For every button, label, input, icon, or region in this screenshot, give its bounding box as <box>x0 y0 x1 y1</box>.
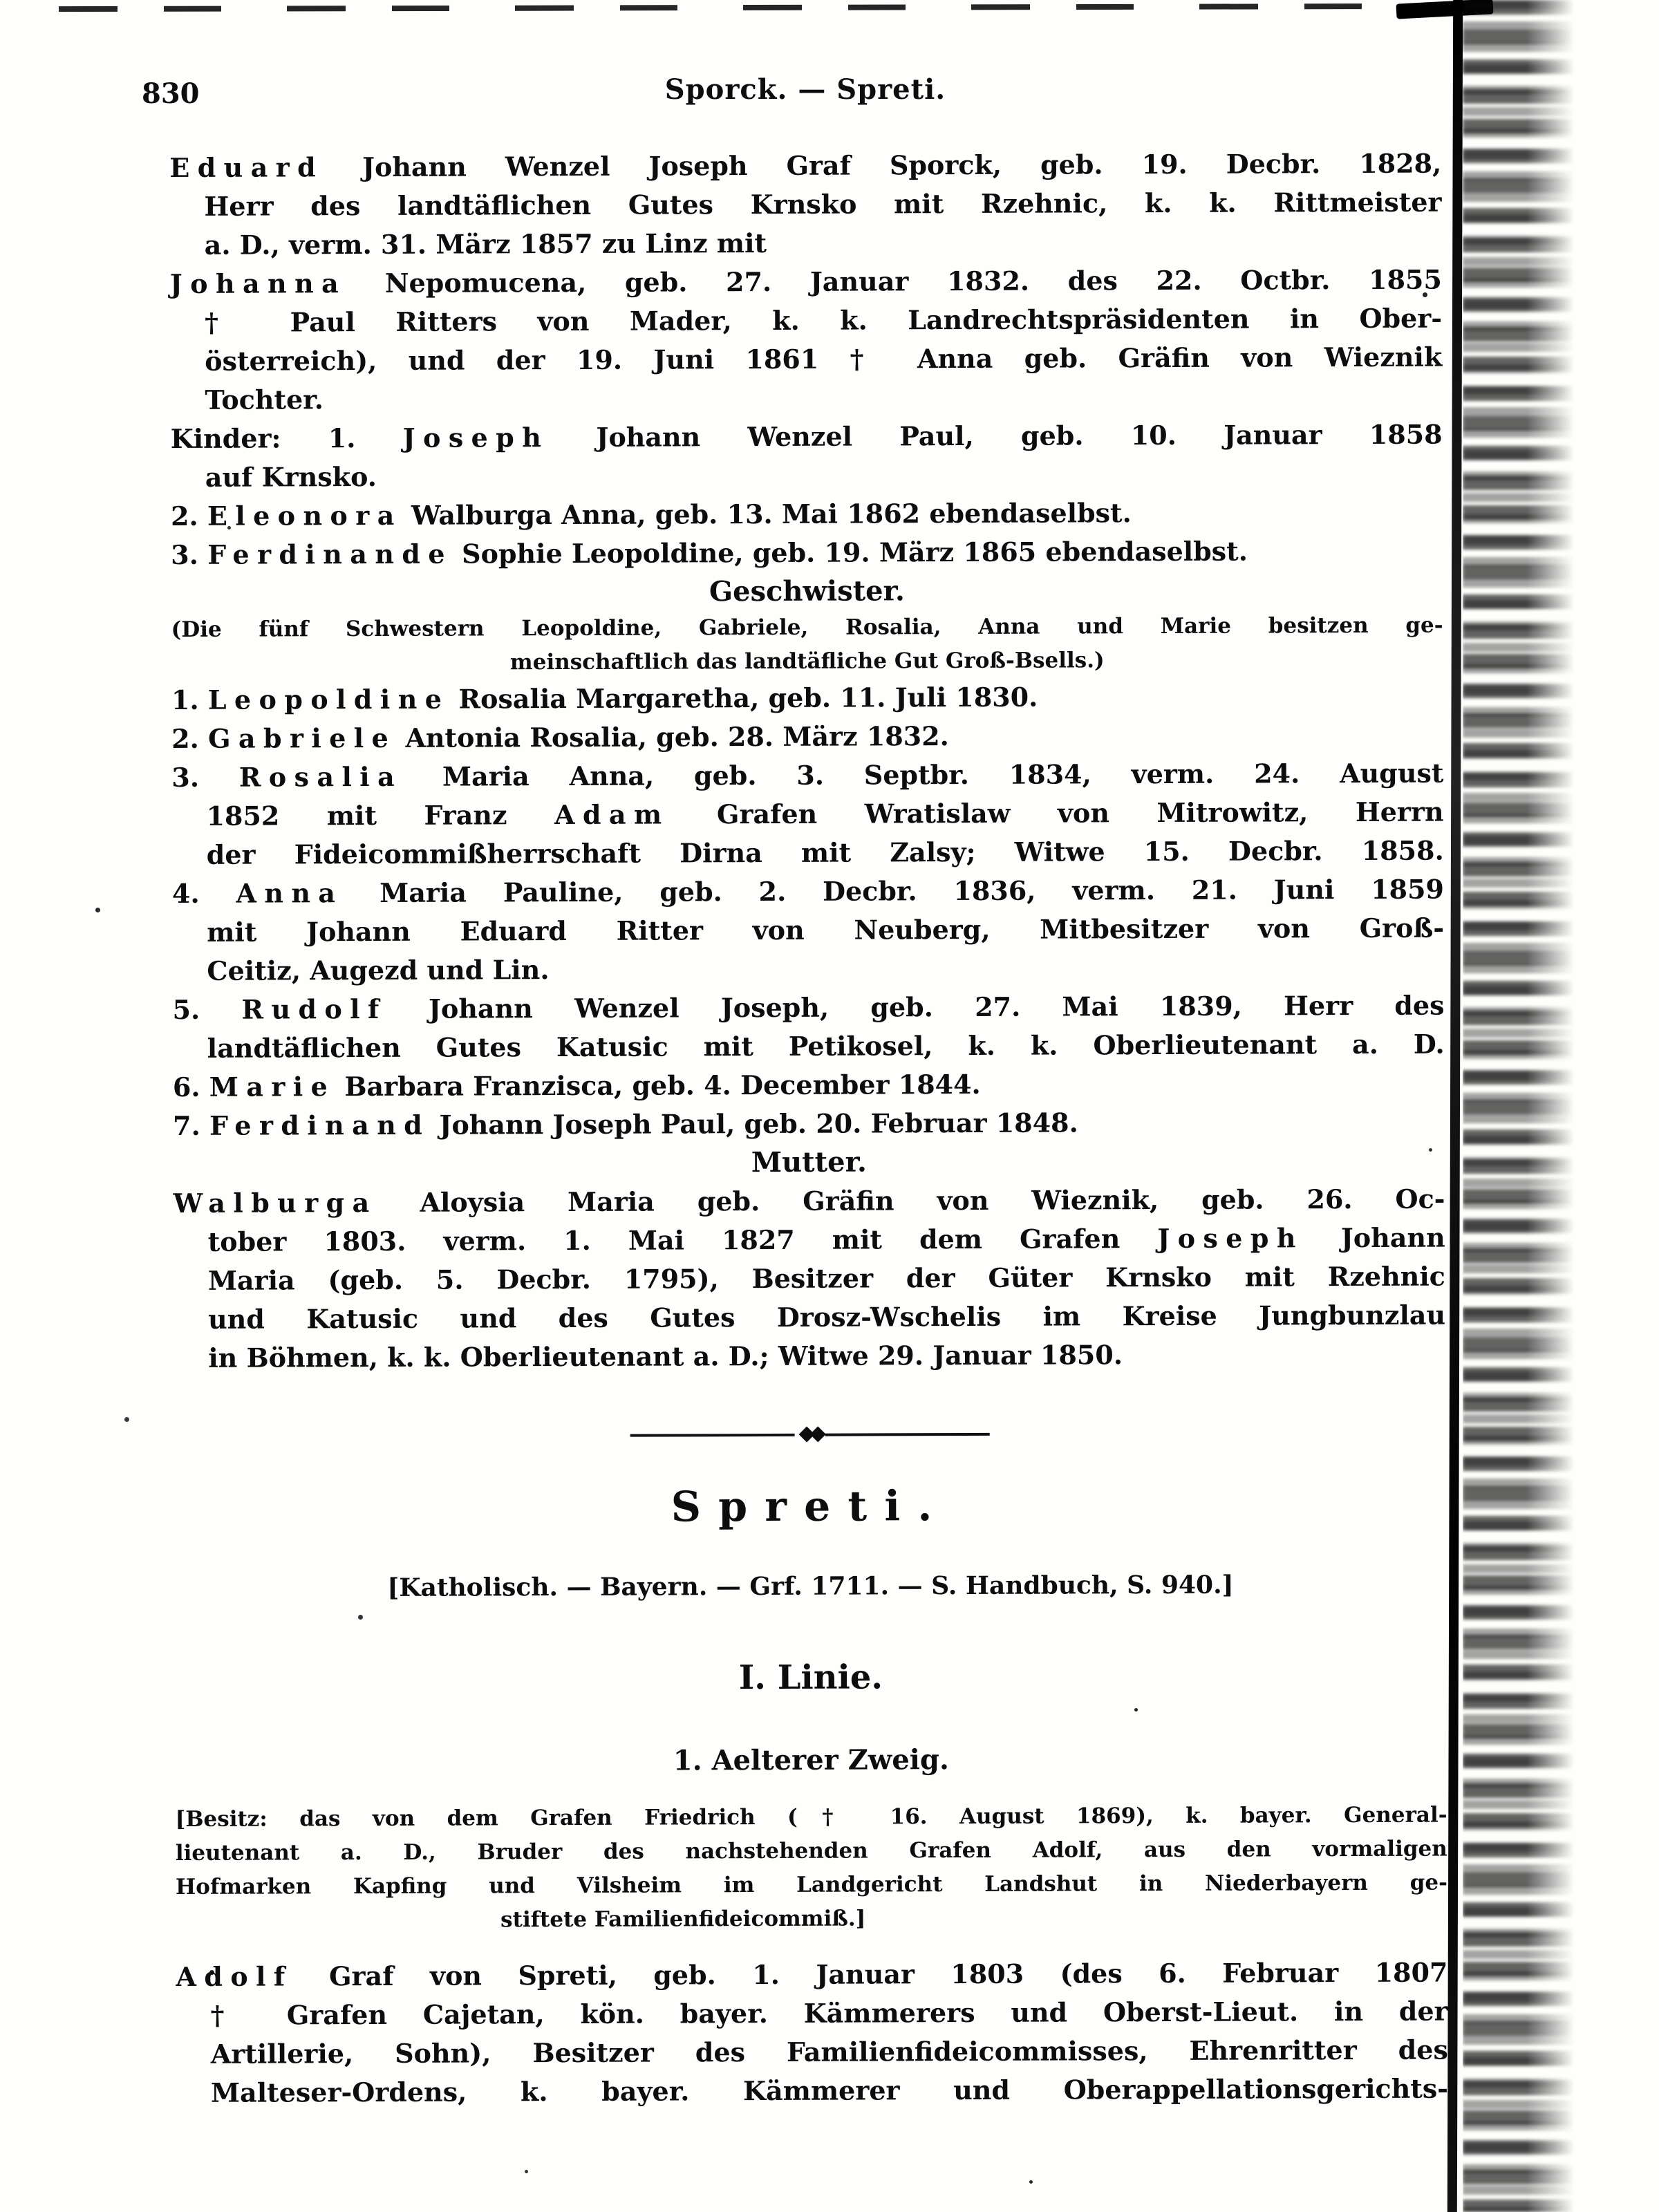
text-line: Walburga Aloysia Maria geb. Gräfin von Wieznik, geb. 26. Oc- <box>173 1183 1445 1219</box>
text-line: Kinder: 1. Joseph Johann Wenzel Paul, geb. 10. Januar 1858 <box>170 418 1443 454</box>
text-line: landtäflichen Gutes Katusic mit Petikosel, k. k. Oberlieutenant a. D. <box>207 1028 1445 1064</box>
children-label: Kinder: <box>170 422 281 454</box>
text-line: 1. Leopoldine Rosalia Margaretha, geb. 11. Juli 1830. <box>171 681 1038 715</box>
facing-page-bleedthrough <box>1463 0 1579 2212</box>
text-line: in Böhmen, k. k. Oberlieutenant a. D.; Witwe 29. Januar 1850. <box>208 1339 1123 1374</box>
siblings-note-line: (Die fünf Schwestern Leopoldine, Gabriele, Rosalia, Anna und Marie besitzen ge- <box>171 612 1443 642</box>
besitz-note-line: [Besitz: das von dem Grafen Friedrich († 16. August 1869), k. bayer. General- <box>175 1802 1447 1832</box>
text-line: und Katusic und des Gutes Drosz-Wschelis im Kreise Jungbunzlau <box>208 1299 1446 1335</box>
siblings-note-line: meinschaftlich das landtäfliche Gut Groß-Bsells.) <box>509 648 1105 675</box>
text-line: der Fideicommißherrschaft Dirna mit Zalsy; Witwe 15. Decbr. 1858. <box>206 834 1444 870</box>
text-line: mit Johann Eduard Ritter von Neuberg, Mitbesitzer von Groß- <box>207 912 1445 948</box>
text-line: Johanna Nepomucena, geb. 27. Januar 1832. des 22. Octbr. 1855 <box>169 263 1442 299</box>
scan-noise-specks <box>0 0 2 2</box>
besitz-note-line: lieutenant a. D., Bruder des nachstehenden Grafen Adolf, aus den vormaligen <box>175 1836 1447 1866</box>
text-line: tober 1803. verm. 1. Mai 1827 mit dem Grafen Joseph Johann <box>207 1221 1445 1257</box>
page-number: 830 <box>142 77 200 110</box>
text-line: 5. Rudolf Johann Wenzel Joseph, geb. 27. Mai 1839, Herr des <box>172 989 1445 1025</box>
spreti-section-heading: Spreti. <box>671 1482 950 1532</box>
text-line: 3. Ferdinande Sophie Leopoldine, geb. 19. März 1865 ebendaselbst. <box>171 535 1248 570</box>
text-line: Ceitiz, Augezd und Lin. <box>207 954 550 986</box>
text-line: 4. Anna Maria Pauline, geb. 2. Decbr. 1836, verm. 21. Juni 1859 <box>171 873 1445 909</box>
line-heading: I. Linie. <box>738 1658 883 1698</box>
siblings-heading: Geschwister. <box>709 574 905 608</box>
mother-heading: Mutter. <box>751 1145 867 1179</box>
besitz-note-line: Hofmarken Kapfing und Vilsheim im Landgericht Landshut in Niederbayern ge- <box>175 1870 1448 1900</box>
text-line: a. D., verm. 31. März 1857 zu Linz mit <box>204 227 767 261</box>
besitz-note-line: stiftete Familienfideicommiß.] <box>500 1906 866 1933</box>
text-line: Eduard Johann Wenzel Joseph Graf Sporck, geb. 19. Decbr. 1828, <box>169 147 1442 183</box>
text-line: Herr des landtäflichen Gutes Krnsko mit Rzehnic, k. k. Rittmeister <box>204 186 1442 222</box>
text-line: † Grafen Cajetan, kön. bayer. Kämmerers und Oberst-Lieut. in der <box>210 1995 1448 2031</box>
text-line: österreich), und der 19. Juni 1861 † Anna geb. Gräfin von Wieznik <box>205 341 1443 377</box>
text-column <box>169 106 1448 2112</box>
text-line: Malteser-Ordens, k. bayer. Kämmerer und Oberappellationsgerichts- <box>210 2072 1449 2108</box>
text-line: 7. Ferdinand Johann Joseph Paul, geb. 20. Februar 1848. <box>173 1107 1078 1141</box>
spreti-meta-line: [Katholisch. — Bayern. — Grf. 1711. — S. Handbuch, S. 940.] <box>387 1570 1234 1602</box>
text-line: 2. Eleonora Walburga Anna, geb. 13. Mai 1862 ebendaselbst. <box>170 497 1132 532</box>
section-divider <box>630 1423 990 1445</box>
text-line: Tochter. <box>205 384 324 415</box>
text-line: † Paul Ritters von Mader, k. k. Landrechtspräsidenten in Ober- <box>204 302 1443 338</box>
text-line: 6. Marie Barbara Franzisca, geb. 4. December 1844. <box>172 1068 981 1103</box>
text-line: Maria (geb. 5. Decbr. 1795), Besitzer der Güter Krnsko mit Rzehnic <box>207 1260 1445 1296</box>
text-line: Adolf Graf von Spreti, geb. 1. Januar 1803 (des 6. Februar 1807 <box>176 1956 1448 1992</box>
text-line: 1852 mit Franz Adam Grafen Wratislaw von Mitrowitz, Herrn <box>206 796 1444 832</box>
running-header: Sporck. — Spreti. <box>664 73 946 106</box>
binding-gutter-line <box>1447 0 1463 2212</box>
divider-diamonds-icon: ◆◆ <box>795 1423 825 1444</box>
text-line: Artillerie, Sohn), Besitzer des Familienfideicommisses, Ehrenritter des <box>210 2034 1448 2070</box>
scan-top-edge-artifact <box>59 3 1452 12</box>
text-line: auf Krnsko. <box>205 460 377 493</box>
branch-heading: 1. Aelterer Zweig. <box>673 1743 949 1777</box>
text-line: 2. Gabriele Antonia Rosalia, geb. 28. März 1832. <box>171 720 949 754</box>
text-line: 3. Rosalia Maria Anna, geb. 3. Septbr. 1834, verm. 24. August <box>171 757 1444 793</box>
